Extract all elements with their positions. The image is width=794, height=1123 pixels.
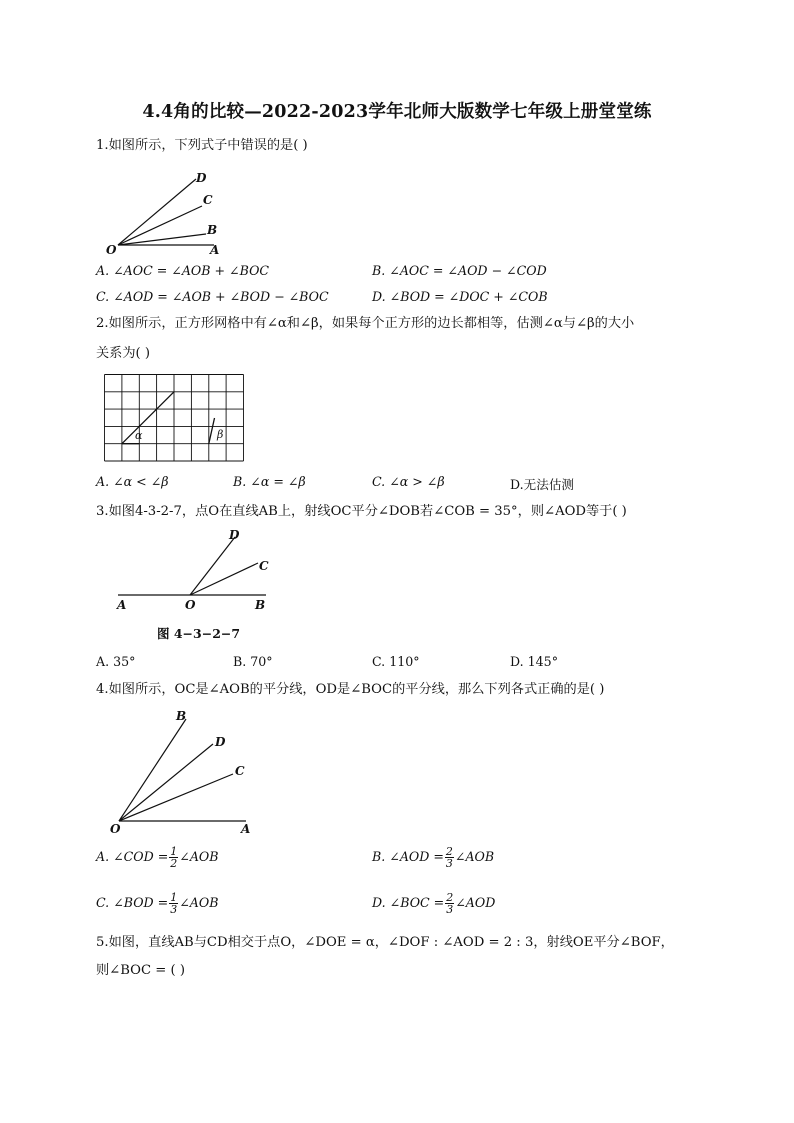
- q1-option-a[interactable]: A. ∠AOC = ∠AOB + ∠BOC: [96, 263, 270, 278]
- q5-stem-line2: 则∠BOC = ( ): [96, 963, 185, 978]
- q2-stem-line1: 2.如图所示，正方形网格中有∠α和∠β，如果每个正方形的边长都相等，估测∠α与∠β的大小: [96, 316, 635, 331]
- q2-stem-line2: 关系为( ): [96, 346, 151, 361]
- label-o: O: [106, 243, 117, 257]
- q2-option-a[interactable]: A. ∠α < ∠β: [96, 474, 169, 489]
- q4-stem: 4.如图所示，OC是∠AOB的平分线，OD是∠BOC的平分线，那么下列各式正确的是( ): [96, 682, 605, 697]
- fraction: $\frac{2}{3}$: [445, 845, 453, 870]
- label-c: C: [203, 193, 213, 207]
- q1-option-c[interactable]: C. ∠AOD = ∠AOB + ∠BOD − ∠BOC: [96, 289, 329, 304]
- q4-option-b[interactable]: [372, 846, 494, 869]
- q3-figure-caption: 图 4−3−2−7: [157, 626, 241, 641]
- q4-option-c-prefix: C. ∠BOD =: [96, 895, 169, 910]
- q4-option-a-prefix: A. ∠COD =: [96, 849, 169, 864]
- label-c: C: [259, 559, 269, 573]
- label-a: A: [117, 598, 127, 612]
- alpha-label: α: [135, 429, 143, 442]
- ray-oc: [119, 774, 233, 821]
- q4-option-c-suffix: ∠AOB: [179, 895, 219, 910]
- q2-option-c[interactable]: C. ∠α > ∠β: [372, 474, 445, 489]
- q1-option-d[interactable]: D. ∠BOD = ∠DOC + ∠COB: [372, 289, 548, 304]
- label-a: A: [210, 243, 220, 257]
- q3-option-b[interactable]: B. 70°: [233, 654, 273, 669]
- q5-stem-line1: 5.如图，直线AB与CD相交于点O，∠DOE = α，∠DOF : ∠AOD = 2 : 3，射线OE平分∠BOF，: [96, 935, 674, 950]
- q3-option-c[interactable]: C. 110°: [372, 654, 420, 669]
- q2-option-d[interactable]: D.无法估测: [510, 477, 575, 492]
- q4-option-c[interactable]: [96, 892, 218, 915]
- q4-option-d-prefix: D. ∠BOC =: [372, 895, 445, 910]
- label-o: O: [110, 822, 121, 836]
- angle-beta-side: [209, 418, 215, 444]
- angle-alpha-side: [122, 392, 174, 444]
- fraction: $\frac{1}{2}$: [170, 845, 178, 870]
- q2-grid-figure: [104, 374, 246, 464]
- ray-od: [119, 744, 213, 821]
- label-d: D: [215, 735, 226, 749]
- q1-stem: 1.如图所示，下列式子中错误的是( ): [96, 138, 308, 153]
- label-b: B: [176, 709, 187, 723]
- q3-option-a[interactable]: A. 35°: [96, 654, 136, 669]
- q4-option-d[interactable]: [372, 892, 495, 915]
- ray-od: [118, 179, 196, 245]
- q4-option-b-suffix: ∠AOB: [454, 849, 495, 864]
- ray-oc: [190, 563, 258, 595]
- square-grid: [105, 375, 244, 462]
- ray-od: [190, 537, 235, 595]
- q1-figure: [96, 166, 236, 260]
- fraction: $\frac{1}{3}$: [170, 891, 178, 916]
- q4-figure: [106, 706, 266, 838]
- label-d: D: [229, 528, 240, 542]
- q2-option-b[interactable]: B. ∠α = ∠β: [233, 474, 306, 489]
- q4-option-a[interactable]: [96, 846, 219, 869]
- q3-stem: 3.如图4-3-2-7，点O在直线AB上，射线OC平分∠DOB若∠COB = 35°，则∠AOD等于( ): [96, 504, 627, 519]
- q4-option-d-suffix: ∠AOD: [455, 895, 496, 910]
- q4-option-a-suffix: ∠AOB: [179, 849, 219, 864]
- q3-figure: [108, 528, 278, 616]
- worksheet-title: 4.4角的比较—2022-2023学年北师大版数学七年级上册堂堂练: [142, 102, 652, 122]
- q4-option-b-prefix: B. ∠AOD =: [372, 849, 444, 864]
- label-b: B: [207, 223, 218, 237]
- label-a: A: [241, 822, 251, 836]
- label-c: C: [235, 764, 245, 778]
- ray-ob: [119, 719, 186, 821]
- fraction: $\frac{2}{3}$: [446, 891, 454, 916]
- label-d: D: [196, 171, 207, 185]
- beta-label: β: [217, 428, 224, 441]
- q3-option-d[interactable]: D. 145°: [510, 654, 558, 669]
- q1-option-b[interactable]: B. ∠AOC = ∠AOD − ∠COD: [372, 263, 547, 278]
- label-b: B: [255, 598, 266, 612]
- label-o: O: [185, 598, 196, 612]
